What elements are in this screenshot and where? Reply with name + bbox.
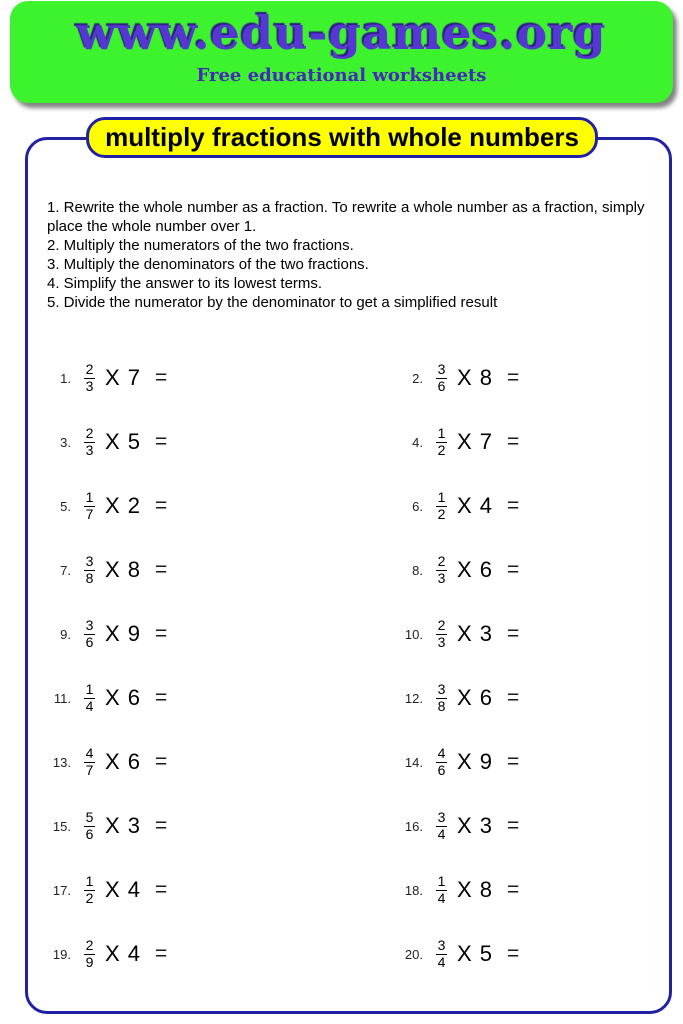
fraction xyxy=(82,490,97,521)
fraction-denominator: 6 xyxy=(437,761,446,778)
problem-item xyxy=(45,938,397,969)
problem-item xyxy=(397,746,650,777)
fraction-denominator: 8 xyxy=(85,569,94,586)
problem-number: 8. xyxy=(412,562,423,578)
fraction-numerator: 1 xyxy=(85,681,94,698)
fraction-denominator: 6 xyxy=(437,377,446,394)
problem-number: 15. xyxy=(52,818,71,834)
equals-sign: = xyxy=(507,814,520,837)
equals-sign: = xyxy=(155,750,168,773)
fraction xyxy=(82,618,97,649)
problem-number: 19. xyxy=(52,946,71,962)
equals-sign: = xyxy=(507,430,520,453)
fraction-numerator: 2 xyxy=(85,937,94,954)
multiply-expression: X 8 xyxy=(457,877,494,902)
fraction-denominator: 8 xyxy=(437,697,446,714)
equals-sign: = xyxy=(155,878,168,901)
fraction xyxy=(434,874,449,905)
problem-number: 7. xyxy=(60,562,71,578)
fraction xyxy=(434,618,449,649)
fraction-numerator: 2 xyxy=(85,361,94,378)
multiply-expression: X 3 xyxy=(105,813,142,838)
multiply-expression: X 6 xyxy=(105,749,142,774)
multiply-expression: X 8 xyxy=(457,365,494,390)
problem-number: 3. xyxy=(60,434,71,450)
problem-number: 18. xyxy=(404,882,423,898)
fraction-denominator: 6 xyxy=(85,825,94,842)
fraction-denominator: 3 xyxy=(437,569,446,586)
fraction xyxy=(434,362,449,393)
problem-number: 5. xyxy=(60,498,71,514)
equals-sign: = xyxy=(507,494,520,517)
fraction xyxy=(82,810,97,841)
equals-sign: = xyxy=(507,622,520,645)
fraction xyxy=(82,426,97,457)
fraction xyxy=(434,938,449,969)
equals-sign: = xyxy=(155,558,168,581)
fraction-numerator: 4 xyxy=(85,745,94,762)
site-header xyxy=(10,1,673,103)
problem-item xyxy=(397,554,650,585)
site-tagline: Free educational worksheets xyxy=(196,65,487,86)
problem-number: 12. xyxy=(404,690,423,706)
fraction xyxy=(434,554,449,585)
fraction-denominator: 3 xyxy=(437,633,446,650)
equals-sign: = xyxy=(155,622,168,645)
fraction xyxy=(434,490,449,521)
multiply-expression: X 7 xyxy=(105,365,142,390)
fraction-numerator: 3 xyxy=(437,809,446,826)
multiply-expression: X 9 xyxy=(105,621,142,646)
fraction-denominator: 4 xyxy=(437,953,446,970)
problem-item xyxy=(45,554,397,585)
fraction-denominator: 7 xyxy=(85,505,94,522)
equals-sign: = xyxy=(155,942,168,965)
multiply-expression: X 5 xyxy=(457,941,494,966)
multiply-expression: X 4 xyxy=(105,941,142,966)
fraction-numerator: 2 xyxy=(437,617,446,634)
fraction xyxy=(82,362,97,393)
problem-item xyxy=(397,874,650,905)
fraction-denominator: 2 xyxy=(85,889,94,906)
problem-item xyxy=(45,810,397,841)
fraction-numerator: 5 xyxy=(85,809,94,826)
fraction-denominator: 3 xyxy=(85,441,94,458)
equals-sign: = xyxy=(507,750,520,773)
fraction-numerator: 1 xyxy=(85,489,94,506)
fraction-numerator: 3 xyxy=(437,937,446,954)
fraction-denominator: 4 xyxy=(85,697,94,714)
instruction-line: 2. Multiply the numerators of the two fractions. xyxy=(47,237,354,254)
equals-sign: = xyxy=(507,686,520,709)
multiply-expression: X 6 xyxy=(457,685,494,710)
equals-sign: = xyxy=(155,814,168,837)
problem-number: 16. xyxy=(404,818,423,834)
problem-item xyxy=(397,810,650,841)
problem-item xyxy=(45,362,397,393)
fraction xyxy=(82,938,97,969)
fraction-numerator: 1 xyxy=(437,489,446,506)
instruction-line: 1. Rewrite the whole number as a fraction. To rewrite a whole number as a fraction, simply place the whole number over 1. xyxy=(47,199,645,235)
problem-item xyxy=(397,426,650,457)
equals-sign: = xyxy=(155,366,168,389)
multiply-expression: X 2 xyxy=(105,493,142,518)
fraction-numerator: 3 xyxy=(437,361,446,378)
multiply-expression: X 3 xyxy=(457,813,494,838)
problem-item xyxy=(397,490,650,521)
fraction xyxy=(434,682,449,713)
instruction-line: 4. Simplify the answer to its lowest terms. xyxy=(47,275,323,292)
problem-number: 1. xyxy=(60,370,71,386)
fraction-numerator: 1 xyxy=(437,873,446,890)
problem-item xyxy=(45,426,397,457)
multiply-expression: X 6 xyxy=(457,557,494,582)
multiply-expression: X 3 xyxy=(457,621,494,646)
fraction xyxy=(82,874,97,905)
fraction-numerator: 2 xyxy=(85,425,94,442)
multiply-expression: X 7 xyxy=(457,429,494,454)
problems-grid xyxy=(45,346,650,986)
equals-sign: = xyxy=(155,494,168,517)
equals-sign: = xyxy=(507,366,520,389)
fraction-denominator: 7 xyxy=(85,761,94,778)
fraction-denominator: 3 xyxy=(85,377,94,394)
fraction-numerator: 1 xyxy=(437,425,446,442)
problem-number: 4. xyxy=(412,434,423,450)
problem-item xyxy=(45,490,397,521)
fraction xyxy=(82,746,97,777)
problem-number: 9. xyxy=(60,626,71,642)
fraction-denominator: 2 xyxy=(437,441,446,458)
fraction-numerator: 2 xyxy=(437,553,446,570)
fraction-numerator: 3 xyxy=(85,553,94,570)
multiply-expression: X 8 xyxy=(105,557,142,582)
problem-item xyxy=(397,938,650,969)
problem-item xyxy=(45,746,397,777)
equals-sign: = xyxy=(155,686,168,709)
problem-item xyxy=(397,618,650,649)
problem-number: 2. xyxy=(412,370,423,386)
fraction xyxy=(82,682,97,713)
fraction-denominator: 6 xyxy=(85,633,94,650)
problem-number: 10. xyxy=(404,626,423,642)
site-url: www.edu-games.org xyxy=(76,6,607,60)
fraction xyxy=(434,746,449,777)
fraction xyxy=(82,554,97,585)
multiply-expression: X 5 xyxy=(105,429,142,454)
instruction-line: 5. Divide the numerator by the denominator to get a simplified result xyxy=(47,294,498,311)
problem-number: 6. xyxy=(412,498,423,514)
problem-item xyxy=(45,874,397,905)
problem-number: 20. xyxy=(404,946,423,962)
problem-number: 14. xyxy=(404,754,423,770)
equals-sign: = xyxy=(507,942,520,965)
fraction-denominator: 2 xyxy=(437,505,446,522)
equals-sign: = xyxy=(155,430,168,453)
multiply-expression: X 4 xyxy=(105,877,142,902)
problem-number: 13. xyxy=(52,754,71,770)
worksheet-title: multiply fractions with whole numbers xyxy=(86,117,598,158)
fraction-numerator: 3 xyxy=(437,681,446,698)
fraction xyxy=(434,810,449,841)
problem-item xyxy=(397,362,650,393)
multiply-expression: X 6 xyxy=(105,685,142,710)
fraction-denominator: 9 xyxy=(85,953,94,970)
multiply-expression: X 4 xyxy=(457,493,494,518)
instructions-list xyxy=(47,198,647,312)
problem-number: 17. xyxy=(52,882,71,898)
problem-number: 11. xyxy=(53,690,71,706)
problem-item xyxy=(45,618,397,649)
fraction-numerator: 4 xyxy=(437,745,446,762)
fraction-numerator: 1 xyxy=(85,873,94,890)
fraction-denominator: 4 xyxy=(437,825,446,842)
equals-sign: = xyxy=(507,878,520,901)
fraction-numerator: 3 xyxy=(85,617,94,634)
instruction-line: 3. Multiply the denominators of the two fractions. xyxy=(47,256,369,273)
equals-sign: = xyxy=(507,558,520,581)
multiply-expression: X 9 xyxy=(457,749,494,774)
fraction xyxy=(434,426,449,457)
problem-item xyxy=(397,682,650,713)
problem-item xyxy=(45,682,397,713)
fraction-denominator: 4 xyxy=(437,889,446,906)
